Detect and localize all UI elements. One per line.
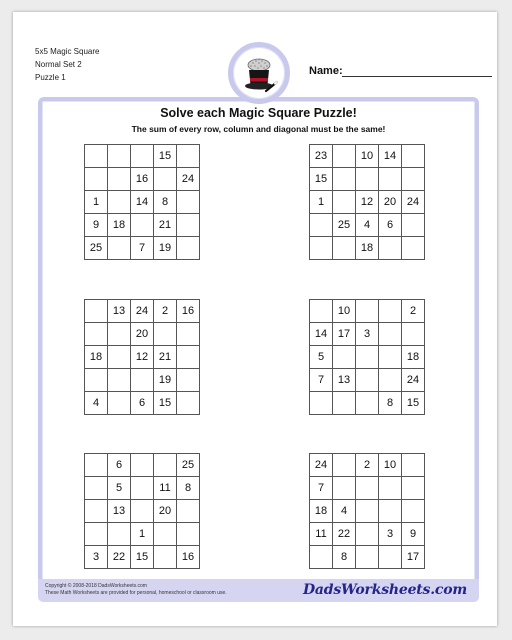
magic-top-hat-icon [233, 47, 285, 99]
blank-answer-cell[interactable] [333, 454, 356, 477]
given-number-cell: 15 [154, 145, 177, 168]
given-number-cell: 13 [333, 369, 356, 392]
blank-answer-cell[interactable] [356, 392, 379, 415]
blank-answer-cell[interactable] [154, 168, 177, 191]
blank-answer-cell[interactable] [356, 500, 379, 523]
blank-answer-cell[interactable] [402, 145, 425, 168]
blank-answer-cell[interactable] [177, 369, 200, 392]
grid-row [310, 145, 425, 168]
magic-square-grid [309, 453, 425, 569]
given-number-cell: 24 [177, 168, 200, 191]
given-number-cell: 1 [85, 191, 108, 214]
grid-row [85, 168, 200, 191]
grid-row [85, 145, 200, 168]
blank-answer-cell[interactable] [85, 454, 108, 477]
given-number-cell: 5 [108, 477, 131, 500]
worksheet-info [35, 45, 99, 84]
given-number-cell: 18 [85, 346, 108, 369]
given-number-cell: 24 [310, 454, 333, 477]
given-number-cell: 7 [310, 477, 333, 500]
given-number-cell: 21 [154, 346, 177, 369]
blank-answer-cell[interactable] [402, 323, 425, 346]
given-number-cell: 16 [177, 300, 200, 323]
given-number-cell: 14 [310, 323, 333, 346]
given-number-cell: 24 [402, 369, 425, 392]
given-number-cell: 12 [131, 346, 154, 369]
blank-answer-cell[interactable] [177, 346, 200, 369]
worksheet-page [13, 12, 497, 626]
given-number-cell: 2 [402, 300, 425, 323]
blank-answer-cell[interactable] [85, 145, 108, 168]
given-number-cell: 11 [154, 477, 177, 500]
given-number-cell: 15 [131, 546, 154, 569]
blank-answer-cell[interactable] [108, 191, 131, 214]
given-number-cell: 6 [108, 454, 131, 477]
blank-answer-cell[interactable] [402, 454, 425, 477]
blank-answer-cell[interactable] [310, 214, 333, 237]
given-number-cell: 11 [310, 523, 333, 546]
blank-answer-cell[interactable] [108, 392, 131, 415]
blank-answer-cell[interactable] [402, 500, 425, 523]
blank-answer-cell[interactable] [177, 214, 200, 237]
given-number-cell: 3 [356, 323, 379, 346]
given-number-cell: 6 [379, 214, 402, 237]
grid-row [310, 300, 425, 323]
given-number-cell: 18 [356, 237, 379, 260]
blank-answer-cell[interactable] [310, 300, 333, 323]
given-number-cell: 3 [379, 523, 402, 546]
worksheet-title: Solve each Magic Square Puzzle! [160, 106, 357, 120]
blank-answer-cell[interactable] [85, 500, 108, 523]
grid-row [85, 346, 200, 369]
given-number-cell: 17 [402, 546, 425, 569]
blank-answer-cell[interactable] [379, 237, 402, 260]
grid-row [85, 523, 200, 546]
blank-answer-cell[interactable] [131, 145, 154, 168]
grid-row [310, 500, 425, 523]
given-number-cell: 8 [177, 477, 200, 500]
blank-answer-cell[interactable] [85, 323, 108, 346]
blank-answer-cell[interactable] [310, 237, 333, 260]
given-number-cell: 9 [402, 523, 425, 546]
given-number-cell: 3 [85, 546, 108, 569]
grid-row [85, 191, 200, 214]
brand-logo: DadsWorksheets.com [302, 582, 467, 598]
worksheet-puzzle-number: Puzzle 1 [35, 73, 66, 82]
copyright-text: Copyright © 2008-2018 DadsWorksheets.com [45, 583, 147, 589]
blank-answer-cell[interactable] [85, 523, 108, 546]
grid-row [85, 323, 200, 346]
blank-answer-cell[interactable] [154, 323, 177, 346]
blank-answer-cell[interactable] [379, 168, 402, 191]
given-number-cell: 25 [333, 214, 356, 237]
grid-row [310, 454, 425, 477]
given-number-cell: 7 [131, 237, 154, 260]
blank-answer-cell[interactable] [402, 168, 425, 191]
blank-answer-cell[interactable] [379, 477, 402, 500]
grid-row [310, 191, 425, 214]
blank-answer-cell[interactable] [108, 237, 131, 260]
blank-answer-cell[interactable] [108, 323, 131, 346]
given-number-cell: 18 [402, 346, 425, 369]
blank-answer-cell[interactable] [177, 323, 200, 346]
grid-row [85, 300, 200, 323]
given-number-cell: 19 [154, 369, 177, 392]
blank-answer-cell[interactable] [108, 523, 131, 546]
grid-row [85, 454, 200, 477]
given-number-cell: 20 [131, 323, 154, 346]
given-number-cell: 6 [131, 392, 154, 415]
blank-answer-cell[interactable] [402, 214, 425, 237]
given-number-cell: 24 [131, 300, 154, 323]
blank-answer-cell[interactable] [333, 477, 356, 500]
blank-answer-cell[interactable] [108, 369, 131, 392]
blank-answer-cell[interactable] [177, 500, 200, 523]
grid-row [310, 346, 425, 369]
given-number-cell: 23 [310, 145, 333, 168]
given-number-cell: 5 [310, 346, 333, 369]
grid-row [85, 500, 200, 523]
given-number-cell: 22 [333, 523, 356, 546]
given-number-cell: 4 [356, 214, 379, 237]
given-number-cell: 1 [131, 523, 154, 546]
grid-row [85, 214, 200, 237]
blank-answer-cell[interactable] [356, 369, 379, 392]
worksheet-set: Normal Set 2 [35, 60, 82, 69]
name-line [342, 76, 492, 77]
blank-answer-cell[interactable] [154, 546, 177, 569]
blank-answer-cell[interactable] [177, 237, 200, 260]
given-number-cell: 7 [310, 369, 333, 392]
blank-answer-cell[interactable] [85, 369, 108, 392]
blank-answer-cell[interactable] [177, 523, 200, 546]
given-number-cell: 15 [310, 168, 333, 191]
name-label: Name: [309, 65, 343, 77]
grid-row [310, 392, 425, 415]
given-number-cell: 14 [131, 191, 154, 214]
magic-square-grid [309, 299, 425, 415]
given-number-cell: 8 [379, 392, 402, 415]
grid-row [85, 392, 200, 415]
blank-answer-cell[interactable] [85, 477, 108, 500]
usage-notice: These Math Worksheets are provided for personal, homeschool or classroom use. [45, 590, 227, 596]
blank-answer-cell[interactable] [177, 145, 200, 168]
given-number-cell: 13 [108, 300, 131, 323]
blank-answer-cell[interactable] [356, 523, 379, 546]
given-number-cell: 19 [154, 237, 177, 260]
given-number-cell: 12 [356, 191, 379, 214]
blank-answer-cell[interactable] [379, 323, 402, 346]
copyright-notice [45, 583, 227, 597]
blank-answer-cell[interactable] [310, 546, 333, 569]
blank-answer-cell[interactable] [356, 346, 379, 369]
given-number-cell: 10 [379, 454, 402, 477]
blank-answer-cell[interactable] [333, 145, 356, 168]
blank-answer-cell[interactable] [131, 477, 154, 500]
given-number-cell: 13 [108, 500, 131, 523]
given-number-cell: 2 [356, 454, 379, 477]
blank-answer-cell[interactable] [154, 523, 177, 546]
blank-answer-cell[interactable] [154, 454, 177, 477]
blank-answer-cell[interactable] [356, 300, 379, 323]
blank-answer-cell[interactable] [131, 454, 154, 477]
magic-square-grid [84, 453, 200, 569]
grid-row [85, 369, 200, 392]
given-number-cell: 8 [154, 191, 177, 214]
blank-answer-cell[interactable] [310, 392, 333, 415]
blank-answer-cell[interactable] [177, 191, 200, 214]
grid-row [85, 477, 200, 500]
given-number-cell: 4 [85, 392, 108, 415]
grid-row [310, 214, 425, 237]
grid-row [310, 168, 425, 191]
blank-answer-cell[interactable] [379, 300, 402, 323]
given-number-cell: 25 [85, 237, 108, 260]
blank-answer-cell[interactable] [402, 477, 425, 500]
worksheet-type: 5x5 Magic Square [35, 47, 100, 56]
given-number-cell: 25 [177, 454, 200, 477]
footer-bar [38, 579, 479, 602]
grid-row [310, 237, 425, 260]
given-number-cell: 8 [333, 546, 356, 569]
blank-answer-cell[interactable] [85, 300, 108, 323]
given-number-cell: 16 [131, 168, 154, 191]
blank-answer-cell[interactable] [333, 346, 356, 369]
blank-answer-cell[interactable] [333, 168, 356, 191]
grid-row [310, 477, 425, 500]
grid-row [310, 369, 425, 392]
given-number-cell: 4 [333, 500, 356, 523]
given-number-cell: 20 [154, 500, 177, 523]
given-number-cell: 21 [154, 214, 177, 237]
blank-answer-cell[interactable] [131, 214, 154, 237]
blank-answer-cell[interactable] [177, 392, 200, 415]
grid-row [85, 546, 200, 569]
given-number-cell: 22 [108, 546, 131, 569]
given-number-cell: 14 [379, 145, 402, 168]
blank-answer-cell[interactable] [356, 168, 379, 191]
grid-row [310, 323, 425, 346]
given-number-cell: 18 [108, 214, 131, 237]
given-number-cell: 9 [85, 214, 108, 237]
blank-answer-cell[interactable] [356, 477, 379, 500]
blank-answer-cell[interactable] [131, 369, 154, 392]
given-number-cell: 18 [310, 500, 333, 523]
given-number-cell: 24 [402, 191, 425, 214]
grid-row [85, 237, 200, 260]
magic-square-grid [84, 299, 200, 415]
blank-answer-cell[interactable] [131, 500, 154, 523]
given-number-cell: 2 [154, 300, 177, 323]
blank-answer-cell[interactable] [379, 346, 402, 369]
given-number-cell: 10 [333, 300, 356, 323]
blank-answer-cell[interactable] [108, 346, 131, 369]
magic-square-grid [309, 144, 425, 260]
blank-answer-cell[interactable] [333, 392, 356, 415]
blank-answer-cell[interactable] [402, 237, 425, 260]
worksheet-instructions: The sum of every row, column and diagonal must be the same! [131, 124, 386, 134]
blank-answer-cell[interactable] [379, 546, 402, 569]
blank-answer-cell[interactable] [333, 237, 356, 260]
magic-square-grid [84, 144, 200, 260]
grid-row [310, 546, 425, 569]
given-number-cell: 16 [177, 546, 200, 569]
blank-answer-cell[interactable] [108, 168, 131, 191]
given-number-cell: 10 [356, 145, 379, 168]
given-number-cell: 1 [310, 191, 333, 214]
blank-answer-cell[interactable] [333, 191, 356, 214]
grid-row [310, 523, 425, 546]
blank-answer-cell[interactable] [379, 500, 402, 523]
blank-answer-cell[interactable] [356, 546, 379, 569]
blank-answer-cell[interactable] [85, 168, 108, 191]
given-number-cell: 15 [402, 392, 425, 415]
blank-answer-cell[interactable] [108, 145, 131, 168]
given-number-cell: 15 [154, 392, 177, 415]
given-number-cell: 20 [379, 191, 402, 214]
blank-answer-cell[interactable] [379, 369, 402, 392]
magic-hat-logo [228, 42, 290, 104]
given-number-cell: 17 [333, 323, 356, 346]
